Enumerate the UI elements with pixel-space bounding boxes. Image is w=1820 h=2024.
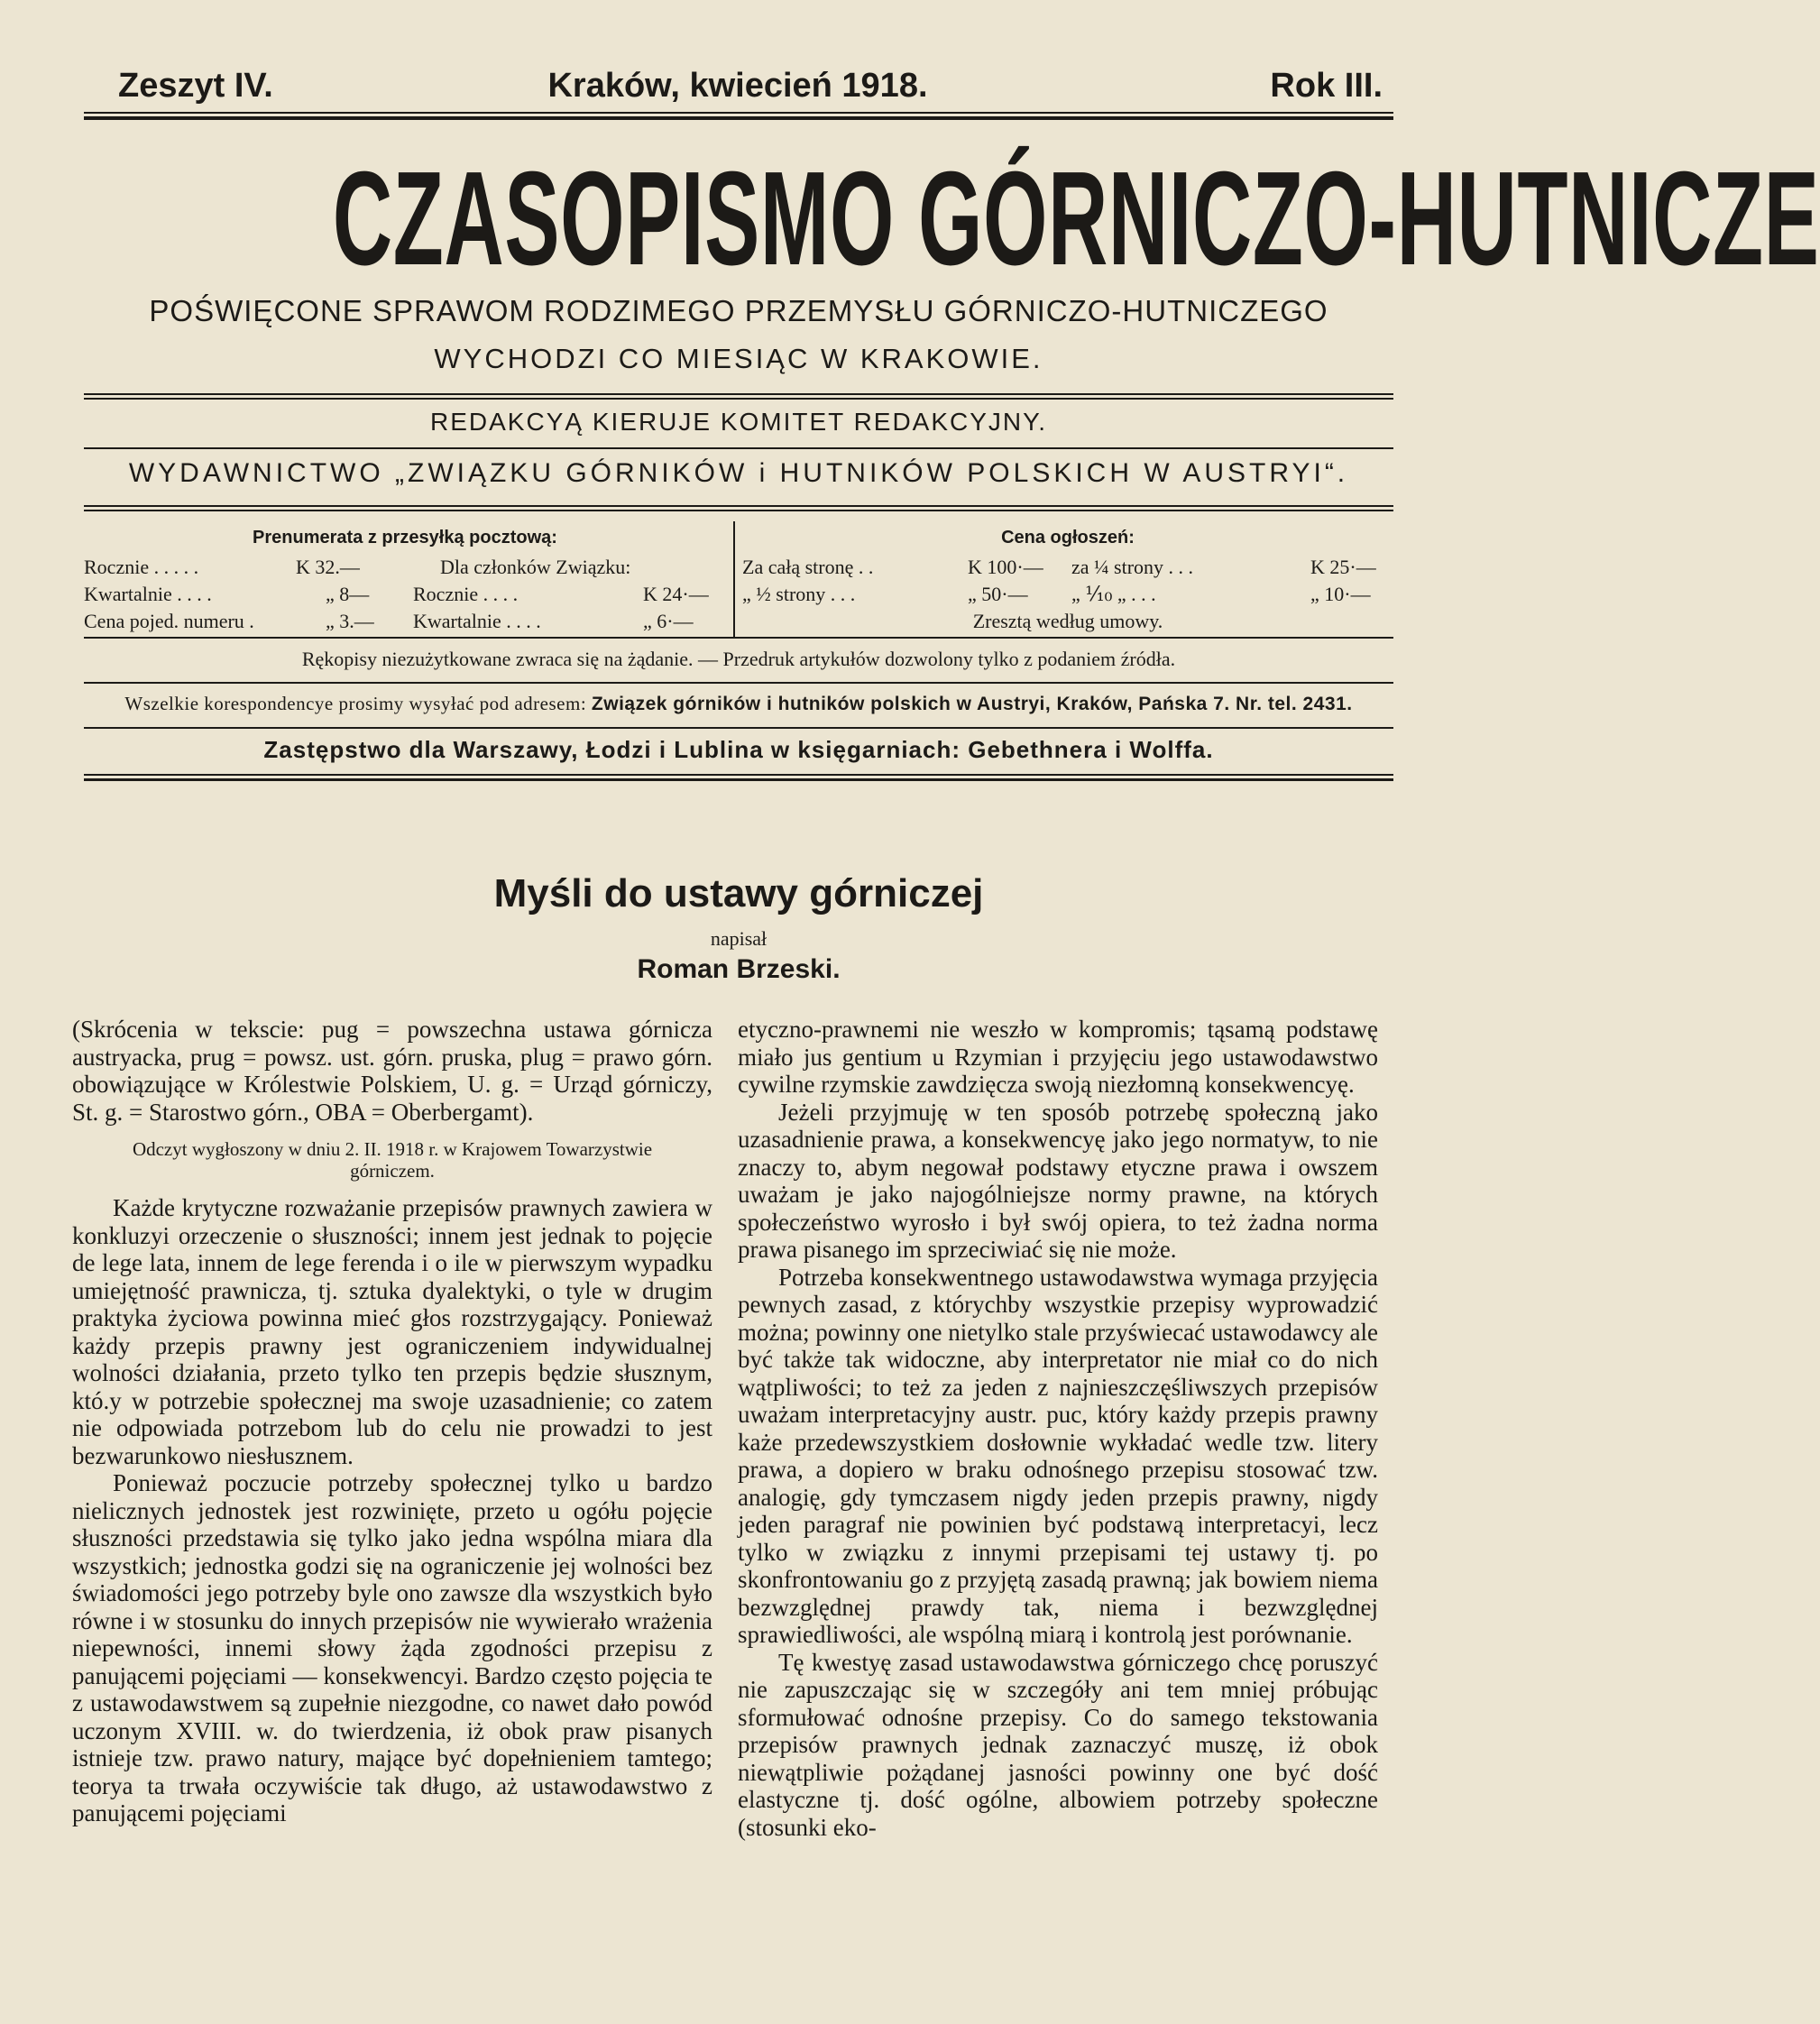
notice-rule-2 [84, 727, 1393, 729]
agency-notice: Zastępstwo dla Warszawy, Łodzi i Lublina w księgarniach: Gebethnera i Wolffa. [263, 736, 1214, 763]
publisher-rule-2 [84, 510, 1393, 511]
member-label: Rocznie . . . . [413, 583, 519, 605]
article-title: Myśli do ustawy górniczej [493, 871, 984, 915]
journal-subtitle: POŚWIĘCONE SPRAWOM RODZIMEGO PRZEMYSŁU GÓRNICZO-HUTNICZEGO [149, 294, 1328, 327]
footer-rule-2 [84, 778, 1393, 781]
article-author: Roman Brzeski. [637, 954, 841, 984]
subscription-value: „ 3.— [326, 610, 374, 632]
issue-header [84, 67, 1392, 114]
masthead-rule-2 [84, 398, 1393, 400]
article-column-left [72, 1016, 712, 1827]
editorial-rule [84, 447, 1393, 449]
member-label: Dla członków Związku: [440, 556, 631, 578]
subscription-heading: Prenumerata z przesyłką pocztową: [253, 528, 557, 547]
member-value: „ 6·— [643, 610, 694, 632]
price-box-divider [733, 521, 735, 639]
member-value: K 24·— [643, 583, 709, 605]
ad-heading: Cena ogłoszeń: [1001, 528, 1135, 547]
place-date: Kraków, kwiecień 1918. [547, 67, 928, 105]
member-label: Kwartalnie . . . . [413, 610, 541, 632]
ad-footer: Zresztą według umowy. [972, 610, 1163, 632]
lecture-note: Odczyt wygłoszony w dniu 2. II. 1918 r. w Krajowem Towarzystwie górniczem. [132, 1138, 653, 1182]
price-box-rule [84, 637, 1393, 639]
footer-rule-1 [84, 774, 1393, 776]
correspondence-notice [84, 693, 1393, 715]
journal-title: CZASOPISMO GÓRNICZO-HUTNICZE [332, 144, 1820, 293]
correspondence-address: Związek górników i hutników polskich w Austryi, Kraków, Pańska 7. Nr. tel. 2431. [591, 694, 1353, 714]
notice-rule-1 [84, 682, 1393, 684]
ad-label: „ ⅒ „ . . . [1071, 583, 1156, 605]
ad-label: za ¼ strony . . . [1071, 556, 1194, 578]
header-rule-thick [84, 116, 1393, 120]
ad-row [742, 554, 1393, 581]
subscription-label: Cena pojed. numeru . [84, 610, 254, 632]
ad-prices [742, 518, 1393, 639]
publisher-rule-1 [84, 505, 1393, 507]
article-column-right [738, 1016, 1378, 1841]
price-box [84, 518, 1393, 639]
subscription-row [84, 608, 726, 635]
manuscripts-notice: Rękopisy niezużytkowane zwraca się na żądanie. — Przedruk artykułów dozwolony tylko z podaniem źródła. [301, 648, 1176, 670]
ad-label: Za całą stronę . . [742, 556, 874, 578]
body-paragraph: Potrzeba konsekwentnego ustawodawstwa wymaga przyjęcia pewnych zasad, z którychby wszystkie przepisy wyprowadzić można; powinny one nietylko stale przyświecać ustawodawcy ale być także tak widoczne, aby interpretator nie miał co do nich wątpliwości; to też za jeden z najnieszczęśliwszych przepisów uważam interpretacyjny austr. puc, który każdy przepis prawny każe przedewszystkiem dosłownie wykładać wedle tzw. litery prawa, a dopiero w braku odnośnego przepisu stosować tzw. analogię, gdy tymczasem nigdy jeden przepis prawny, nigdy jeden paragraf nie powinien być podstawą interpretacyi, lecz tylko w związku z innymi przepisami tej ustawy tj. po skonfrontowaniu go z przyjętą zasadą prawną; jak bowiem niema bezwzględnej prawdy tak, niema i bezwzględnej sprawiedliwości, ale wspólną miarą i kontrolą jest porównanie. [738, 1263, 1379, 1648]
volume-year: Rok III. [1270, 67, 1383, 105]
publication-frequency: WYCHODZI CO MIESIĄC W KRAKOWIE. [434, 343, 1043, 374]
subscription-label: Rocznie . . . . . [84, 556, 199, 578]
ad-value: „ 50·— [968, 583, 1028, 605]
abbreviations-paragraph: (Skrócenia w tekscie: pug = powszechna ustawa górnicza austryacka, prug = powsz. ust. górn. pruska, plug = prawo górn. obowiązujące w Królestwie Polskiem, U. g. = Urząd górniczy, St. g. = Starostwo górn., OBA = Oberbergamt). [72, 1016, 712, 1126]
ad-row [742, 581, 1393, 608]
ad-value: „ 10·— [1310, 583, 1371, 605]
issue-number: Zeszyt IV. [118, 67, 273, 105]
subscription-label: Kwartalnie . . . . [84, 583, 212, 605]
publisher-line: WYDAWNICTWO „ZWIĄZKU GÓRNIKÓW i HUTNIKÓW POLSKICH W AUSTRYI“. [128, 458, 1349, 488]
subscription-prices [84, 518, 726, 639]
subscription-row [84, 554, 726, 581]
ad-value: K 25·— [1310, 556, 1376, 578]
subscription-value: K 32.— [296, 556, 360, 578]
body-paragraph: Każde krytyczne rozważanie przepisów prawnych zawiera w konkluzyi orzeczenie o słuszności; innem jest jednak to pojęcie de lege lata, innem de lege ferenda i o ile w pierwszym wypadku umiejętność prawnicza, tj. sztuka dyalektyki, o tyle w drugim praktyka życiowa powinna mieć głos rozstrzygający. Ponieważ każdy przepis prawny jest ograniczeniem indywidualnej wolności działania, przeto tylko ten przepis będzie słusznym, któ.y w potrzebie społecznej ma swoje uzasadnienie; co zatem nie odpowiada potrzebom lub do celu nie prowadzi to jest bezwarunkowo niesłusznem. [72, 1194, 712, 1469]
article-byline: napisał [710, 927, 768, 950]
subscription-row [84, 581, 726, 608]
body-paragraph: Ponieważ poczucie potrzeby społecznej tylko u bardzo nielicznych jednostek jest rozwinięte, przeto u ogółu pojęcie słuszności przedstawia się tylko jako jedna wspólna miara dla wszystkich; jednostka godzi się na ograniczenie jej wolności bez świadomości jego potrzeby byle ono zawsze dla wszystkich było równe i w stosunku do innych przepisów nie wywierało wrażenia niepewności, innemi słowy żąda zgodności przepisu z panującemi pojęciami — konsekwencyi. Bardzo często pojęcia te z ustawodawstwem są zupełnie niezgodne, co nawet dało powód uczonym XVIII. w. do twierdzenia, iż obok praw pisanych istnieje tzw. prawo natury, mające być dopełnieniem tamtego; teorya ta trwała oczywiście tak długo, aż ustawodawstwo z panującemi pojęciami [72, 1469, 712, 1826]
body-paragraph: Tę kwestyę zasad ustawodawstwa górniczego chcę poruszyć nie zapuszczając się w szczegóły ani tem mniej próbując sformułować odnośne przepisy. Co do samego tekstowania przepisów prawnych jednak zaznaczyć muszę, iż obok niewątpliwie pożądanej jasności powinny one być dość elastyczne tj. dość ogólne, albowiem potrzeby społeczne (stosunki eko- [738, 1648, 1378, 1841]
masthead-rule-1 [84, 393, 1393, 395]
subscription-value: „ 8— [326, 583, 370, 605]
ad-value: K 100·— [968, 556, 1043, 578]
ad-label: „ ½ strony . . . [742, 583, 856, 605]
body-paragraph: etyczno-prawnemi nie weszło w kompromis; tąsamą podstawę miało jus gentium u Rzymian i przyjęciu jego ustawodawstwo cywilne rzymskie zawdzięcza swoją niezłomną konsekwencyę. [738, 1016, 1378, 1098]
editorial-committee: REDAKCYĄ KIERUJE KOMITET REDAKCYJNY. [430, 408, 1047, 436]
header-rule-thin [84, 112, 1393, 114]
correspondence-prefix: Wszelkie korespondencye prosimy wysyłać pod adresem: [124, 693, 587, 714]
body-paragraph: Jeżeli przyjmuję w ten sposób potrzebę społeczną jako uzasadnienie prawa, a konsekwencyę jako jego normatyw, to nie znaczy to, abym negował podstawy etyczne prawa i owszem uważam je jako najogólniejsze normy prawne, na których społeczeństwo wyrosło i był swój opiera, to też żadna norma prawa pisanego im sprzeciwiać się nie może. [738, 1098, 1378, 1263]
